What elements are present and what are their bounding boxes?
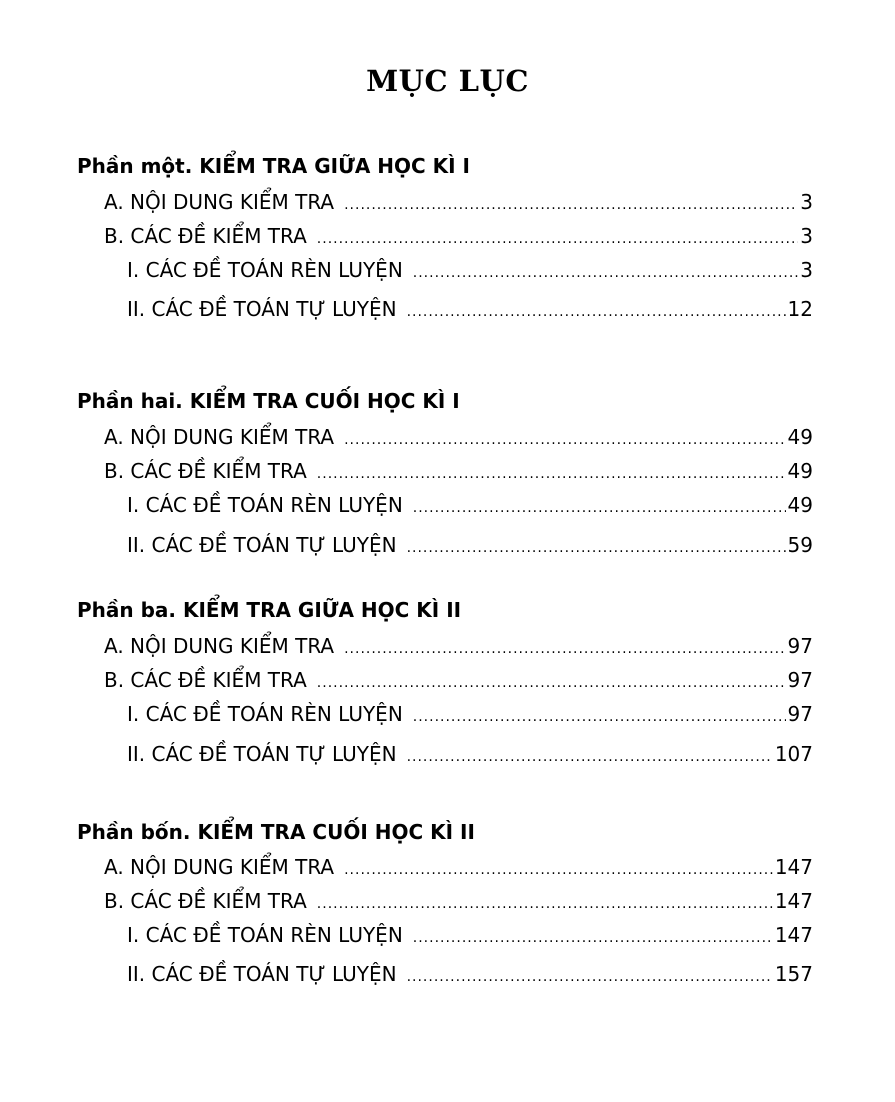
toc-entry-page: 49: [787, 425, 813, 449]
toc-entry-page: 97: [787, 668, 813, 692]
part-title-3: Phần ba. KIỂM TRA GIỮA HỌC KÌ II: [77, 598, 462, 622]
dot-leader: [413, 265, 798, 281]
toc-entry-page: 3: [800, 258, 813, 282]
toc-entry-page: 147: [774, 855, 813, 879]
dot-leader: [407, 540, 786, 556]
dot-leader: [317, 466, 786, 482]
toc-entry-page: 97: [787, 702, 813, 726]
toc-entry-page: 59: [787, 533, 813, 557]
part-title-4: Phần bốn. KIỂM TRA CUỐI HỌC KÌ II: [77, 820, 475, 844]
toc-entry[interactable]: [127, 742, 813, 766]
toc-entry-label: A. NỘI DUNG KIỂM TRA: [104, 634, 335, 658]
toc-entry-page: 3: [800, 224, 813, 248]
toc-entry-page: 49: [787, 459, 813, 483]
toc-entry-page: 157: [774, 962, 813, 986]
toc-entry[interactable]: [127, 258, 813, 282]
toc-entry-page: 3: [800, 190, 813, 214]
toc-entry[interactable]: [104, 459, 813, 483]
toc-entry[interactable]: [104, 190, 813, 214]
toc-entry-label: A. NỘI DUNG KIỂM TRA: [104, 190, 335, 214]
dot-leader: [344, 432, 785, 448]
toc-entry-page: 49: [787, 493, 813, 517]
toc-entry[interactable]: [127, 533, 813, 557]
toc-entry-label: I. CÁC ĐỀ TOÁN RÈN LUYỆN: [127, 702, 403, 726]
part-title-2: Phần hai. KIỂM TRA CUỐI HỌC KÌ I: [77, 389, 460, 413]
toc-entry-label: B. CÁC ĐỀ KIỂM TRA: [104, 668, 307, 692]
toc-entry-label: II. CÁC ĐỀ TOÁN TỰ LUYỆN: [127, 962, 397, 986]
toc-entry[interactable]: [127, 702, 813, 726]
dot-leader: [344, 197, 798, 213]
part-title-1: Phần một. KIỂM TRA GIỮA HỌC KÌ I: [77, 154, 470, 178]
dot-leader: [344, 641, 785, 657]
toc-entry-label: II. CÁC ĐỀ TOÁN TỰ LUYỆN: [127, 742, 397, 766]
toc-entry-page: 147: [774, 889, 813, 913]
dot-leader: [407, 749, 773, 765]
toc-entry-label: B. CÁC ĐỀ KIỂM TRA: [104, 889, 307, 913]
dot-leader: [413, 500, 786, 516]
dot-leader: [317, 231, 798, 247]
toc-entry[interactable]: [104, 224, 813, 248]
dot-leader: [344, 862, 773, 878]
toc-entry[interactable]: [127, 297, 813, 321]
toc-entry[interactable]: [104, 668, 813, 692]
toc-entry[interactable]: [127, 923, 813, 947]
toc-entry-label: I. CÁC ĐỀ TOÁN RÈN LUYỆN: [127, 258, 403, 282]
toc-entry[interactable]: [127, 962, 813, 986]
toc-entry-page: 97: [787, 634, 813, 658]
toc-entry-page: 147: [774, 923, 813, 947]
dot-leader: [407, 969, 773, 985]
toc-entry-label: B. CÁC ĐỀ KIỂM TRA: [104, 459, 307, 483]
toc-entry[interactable]: [104, 634, 813, 658]
toc-title: MỤC LỤC: [366, 64, 529, 98]
toc-entry-page: 107: [774, 742, 813, 766]
toc-entry[interactable]: [104, 889, 813, 913]
dot-leader: [407, 304, 786, 320]
toc-entry[interactable]: [104, 855, 813, 879]
toc-entry-label: A. NỘI DUNG KIỂM TRA: [104, 855, 335, 879]
toc-entry-label: II. CÁC ĐỀ TOÁN TỰ LUYỆN: [127, 533, 397, 557]
toc-entry-label: I. CÁC ĐỀ TOÁN RÈN LUYỆN: [127, 493, 403, 517]
dot-leader: [413, 930, 773, 946]
toc-entry-page: 12: [787, 297, 813, 321]
dot-leader: [317, 675, 786, 691]
toc-entry-label: B. CÁC ĐỀ KIỂM TRA: [104, 224, 307, 248]
toc-entry[interactable]: [127, 493, 813, 517]
dot-leader: [317, 896, 773, 912]
toc-entry[interactable]: [104, 425, 813, 449]
toc-entry-label: II. CÁC ĐỀ TOÁN TỰ LUYỆN: [127, 297, 397, 321]
toc-entry-label: I. CÁC ĐỀ TOÁN RÈN LUYỆN: [127, 923, 403, 947]
toc-entry-label: A. NỘI DUNG KIỂM TRA: [104, 425, 335, 449]
dot-leader: [413, 709, 786, 725]
